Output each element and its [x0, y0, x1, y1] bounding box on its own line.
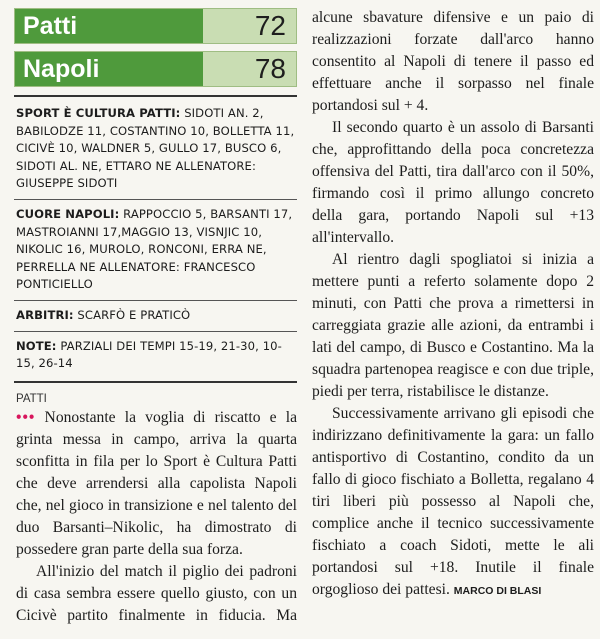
byline: MARCO DI BLASI [453, 585, 542, 597]
notes-label: NOTE: [16, 338, 57, 353]
referees-text: SCARFÒ E PRATICÒ [73, 307, 191, 322]
article-paragraph-2-continued: alcune sbavature difensive e un paio di realizzazioni forzate dall'arco hanno consentito al Napoli di tenere il passo ed effettuare anche il sorpasso nel finale portandosi sul + 4. [312, 9, 594, 114]
article-left [10, 407, 297, 627]
bullet-dots: ••• [16, 408, 36, 426]
article-right [312, 7, 594, 602]
boxscore-notes [10, 338, 297, 373]
home-team-score: 72 [254, 10, 286, 41]
away-team-score: 78 [254, 53, 286, 84]
boxscore-home-text: SIDOTI AN. 2, BABILODZE 11, COSTANTINO 10, BOLLETTA 11, CICIVÈ 10, WALDNER 5, GULLO 17, BUSCO 6, SIDOTI AL. NE, ETTARO NE ALLENATORE: GIUSEPPE SIDOTI [16, 106, 295, 191]
article-paragraph-1-text: Nonostante la voglia di riscatto e la grinta messa in campo, arriva la quarta sconfitta in fila per lo Sport è Cultura Patti che deve arrendersi alla capolista Napoli che, nel gioco in transizione e nel talento del duo Barsanti–Nikolic, ha dimostrato di possedere gran parte della sua forza. [16, 408, 297, 558]
boxscore-away [10, 206, 297, 294]
boxscore-home [10, 105, 297, 193]
boxscore-away-text: RAPPOCCIO 5, BARSANTI 17, MASTROIANNI 17,MAGGIO 13, VISNJIC 10, NIKOLIC 16, MUROLO, RONCONI, ERRA NE, PERRELLA NE ALLENATORE: FRANCESCO PONTICIELLO [16, 206, 293, 292]
article-paragraph-5 [312, 403, 594, 602]
right-column [312, 7, 594, 602]
article-paragraph-2: All'inizio del match il piglio dei padroni di casa sembra essere quello giusto, con un Cicivè partito finalmente in fiducia. Ma [16, 562, 297, 624]
notes-text: PARZIALI DEI TEMPI 15-19, 21-30, 10-15, 26-14 [16, 338, 282, 371]
article-paragraph-3: Il secondo quarto è un assolo di Barsanti che, approfittando della poca concretezza offensiva del Patti, tira dall'arco con il 50%, firmando così il primo allungo concreto della gara, portando Napoli sul +13 all'intervallo. [312, 119, 594, 246]
boxscore-referees [10, 307, 297, 325]
away-team-name: Napoli [15, 52, 203, 86]
referees-label: ARBITRI: [16, 307, 74, 322]
article-paragraph-1 [16, 407, 297, 561]
score-row-home [14, 8, 297, 44]
dateline-location: PATTI [16, 392, 47, 405]
left-column [10, 8, 297, 627]
divider [14, 381, 297, 383]
divider [14, 300, 297, 301]
divider [14, 95, 297, 97]
divider [14, 331, 297, 332]
boxscore-home-label: SPORT È CULTURA PATTI: [16, 106, 181, 120]
article-paragraph-5-text: Successivamente arrivano gli episodi che indirizzano definitivamente la gara: un fallo antisportivo di Costantino, condito da un fallo di gioco fischiato a Bolletta, regalano 4 tiri liberi più possesso al Napoli che, complice anche il tecnico successivamente fischiato a coach Sidoti, mette le ali portandosi sul +18. Inutile il finale orgoglioso dei pattesi. [312, 405, 594, 598]
divider [14, 199, 297, 200]
article-paragraph-4: Al rientro dagli spogliatoi si inizia a mettere punti a referto solamente dopo 2 minuti, con Patti che prova a rimettersi in carreggiata grazie alle azioni, da entrambi i lati del campo, di Busco e Costantino. Ma la squadra partenopea reagisce e con due triple, piedi per terra, ristabilisce le distanze. [312, 251, 594, 400]
home-team-name: Patti [15, 9, 203, 43]
score-row-away [14, 51, 297, 87]
boxscore-away-label: CUORE NAPOLI: [16, 206, 120, 221]
